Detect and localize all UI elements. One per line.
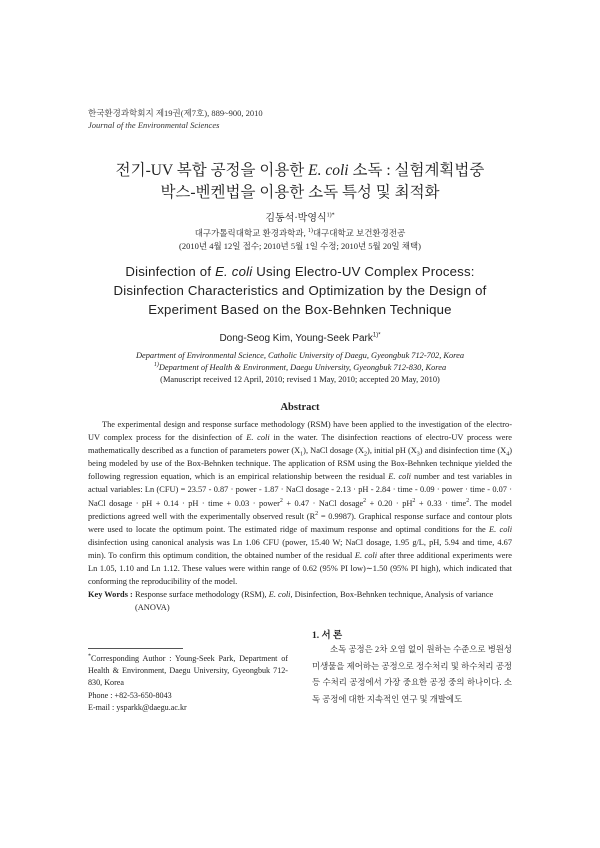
abstract-text: ), NaCl dosage (X bbox=[303, 446, 365, 456]
korean-authors bbox=[0, 209, 600, 224]
footnote-divider bbox=[88, 648, 183, 649]
subscript: 4 bbox=[506, 451, 510, 458]
korean-title-part: 소독 : 실험계획법중 bbox=[348, 162, 485, 179]
abstract-text: ) being modeled by use of the Box-Behnken technique. The application of RSM using the Box-Behnken technique yielded the following regression equation, which is an empirical relationship between the residual bbox=[88, 446, 512, 482]
species-name: E. coli bbox=[489, 524, 513, 534]
affiliation-superscript: 1) bbox=[153, 362, 159, 369]
abstract-text: + 0.33 · time bbox=[415, 498, 467, 508]
korean-title-line2: 박스-벤켄법을 이용한 소독 특성 및 최적화 bbox=[160, 184, 440, 201]
subscript: 1 bbox=[300, 451, 304, 458]
species-name: E. coli bbox=[246, 433, 270, 443]
abstract-text: + 0.20 · pH bbox=[366, 498, 413, 508]
superscript: 2 bbox=[412, 497, 416, 504]
abstract-text: The experimental design and response surface methodology (RSM) have been applied to the investigation of the electro-UV complex process for the disinfection of bbox=[88, 420, 512, 443]
english-title-line2: Disinfection Characteristics and Optimization by the Design of bbox=[113, 283, 487, 298]
korean-title-species: E. coli bbox=[308, 162, 349, 179]
korean-title bbox=[60, 160, 540, 204]
affiliation-part: 대구가톨릭대학교 환경과학과, bbox=[194, 228, 308, 238]
english-title-part: Disinfection of bbox=[125, 264, 216, 279]
affiliation-part: 대구대학교 보건환경전공 bbox=[312, 228, 406, 238]
journal-citation-kr: 한국환경과학회지 제19권(제7호), 889~900, 2010 bbox=[88, 108, 263, 118]
keywords-part: Response surface methodology (RSM), bbox=[135, 590, 269, 599]
keywords bbox=[88, 588, 512, 614]
species-name: E. coli bbox=[268, 590, 291, 599]
abstract-body bbox=[88, 418, 512, 588]
subscript: 2 bbox=[364, 451, 368, 458]
abstract-text: + 0.47 · NaCl dosage bbox=[282, 498, 364, 508]
affiliation-line: Department of Environmental Science, Catholic University of Daegu, Gyeongbuk 712-702, Korea bbox=[135, 351, 465, 360]
journal-name-en: Journal of the Environmental Sciences bbox=[88, 119, 220, 130]
species-name: E. coli bbox=[388, 472, 411, 482]
abstract-text: number and test variables in actual variables: Ln (CFU) = 23.57 - 0.87 · power - 1.87 · NaCl dosage - 2.13 · pH - 2.84 · time - 0.09 · power · time - 0.07 · NaCl dosage · pH + 0.14 · pH · time + 0.03 · power bbox=[88, 472, 512, 508]
english-title-part: Using Electro-UV Complex Process: bbox=[252, 264, 475, 279]
abstract-text: ) and disinfection time (X bbox=[419, 446, 507, 456]
superscript: 2 bbox=[363, 497, 367, 504]
english-title bbox=[60, 262, 540, 319]
section-body bbox=[312, 642, 512, 708]
footnote-email: E-mail : ysparkk@daegu.ac.kr bbox=[88, 702, 187, 712]
abstract-text: after three additional experiments were Ln 1.05, 1.10 and Ln 1.12. These values were within range of 0.62 (95% PI low)∼1.50 (95% PI high), which indicated that conforming the reproducibility of the model. bbox=[88, 550, 512, 587]
footnote-marker: * bbox=[88, 653, 91, 660]
abstract-text: disinfection using canonical analysis was Ln 1.06 CFU (power, 15.40 W; NaCl dosage, 1.95 g/L, pH, 5.94 and time, 4.67 min). To confirm this optimum condition, the obtained number of the residual bbox=[88, 537, 512, 560]
superscript: 2 bbox=[279, 497, 283, 504]
author-superscript: 1)* bbox=[326, 212, 335, 219]
korean-author-names: 김동석·박영식 bbox=[265, 213, 327, 224]
journal-header bbox=[88, 108, 263, 131]
footnote-phone: Phone : +82-53-650-8043 bbox=[88, 690, 172, 700]
abstract-text: in the water. The disinfection reactions of electro-UV process were mathematically described as a function of parameters power (X bbox=[88, 433, 512, 456]
section-paragraph: 소독 공정은 2차 오염 없이 원하는 수준으로 병원성 미생물을 제어하는 공정으로 정수처리 및 하수처리 공정 등 수처리 공정에서 가장 중요한 공정 중의 하나이다. 소독 공정에 대한 지속적인 연구 및 개발에도 bbox=[312, 645, 512, 704]
keywords-part: , Disinfection, Box-Behnken technique, Analysis of variance (ANOVA) bbox=[135, 590, 494, 612]
section-heading: 1. 서 론 bbox=[312, 631, 343, 641]
author-superscript: 1)* bbox=[372, 332, 381, 339]
keywords-label: Key Words : bbox=[88, 590, 133, 599]
keywords-text bbox=[135, 588, 512, 614]
affiliation-line: Department of Health & Environment, Daegu University, Gyeongbuk 712-830, Korea bbox=[158, 363, 447, 372]
korean-affiliation bbox=[0, 227, 600, 253]
english-title-species: E. coli bbox=[215, 264, 253, 279]
affiliation-superscript: 1) bbox=[307, 228, 313, 235]
corresponding-author-footnote bbox=[88, 653, 288, 714]
abstract-heading: Abstract bbox=[280, 402, 320, 413]
species-name: E. coli bbox=[354, 550, 378, 560]
abstract-text: . The model predictions agreed well with the experimentally observed result (R bbox=[88, 498, 512, 521]
subscript: 3 bbox=[416, 451, 420, 458]
abstract-text: ), initial pH (X bbox=[367, 446, 417, 456]
english-title-line3: Experiment Based on the Box-Behnken Technique bbox=[148, 302, 452, 317]
superscript: 2 bbox=[315, 510, 319, 517]
korean-title-part: 전기-UV 복합 공정을 이용한 bbox=[115, 162, 309, 179]
korean-received-dates: (2010년 4월 12일 접수; 2010년 5월 1일 수정; 2010년 5월 20일 채택) bbox=[179, 241, 421, 251]
manuscript-dates: (Manuscript received 12 April, 2010; revised 1 May, 2010; accepted 20 May, 2010) bbox=[160, 375, 440, 384]
english-affiliation bbox=[60, 350, 540, 386]
abstract-text: = 0.9987). Graphical response surface and contour plots were used to locate the optimum point. The estimated ridge of maximum response and optimal conditions for the bbox=[88, 511, 512, 534]
english-authors bbox=[0, 333, 600, 344]
superscript: 2 bbox=[466, 497, 470, 504]
english-author-names: Dong-Seog Kim, Young-Seek Park bbox=[219, 333, 373, 344]
footnote-author: Corresponding Author : Young-Seek Park, Department of Health & Environment, Daegu University, Gyeongbuk 712-830, Korea bbox=[88, 654, 288, 688]
